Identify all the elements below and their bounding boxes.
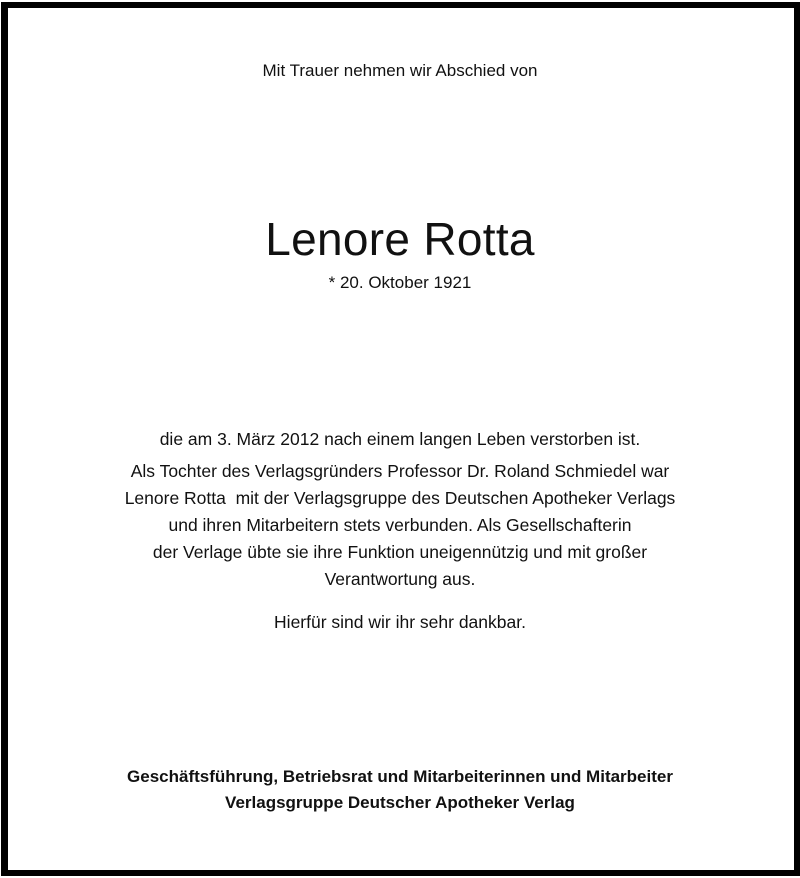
signatories [0,764,800,816]
intro-text: Mit Trauer nehmen wir Abschied von [262,61,538,80]
thanks-text: Hierfür sind wir ihr sehr dankbar. [274,612,526,632]
birth-date: * 20. Oktober 1921 [328,273,472,292]
paragraph-line: Verantwortung aus. [324,569,476,589]
deceased-name: Lenore Rotta [265,213,535,265]
signatories-line-1: Geschäftsführung, Betriebsrat und Mitarbeiterinnen und Mitarbeiter [127,767,673,786]
paragraph-line: und ihren Mitarbeitern stets verbunden. Als Gesellschafterin [168,515,632,535]
paragraph-line: Als Tochter des Verlagsgründers Professor Dr. Roland Schmiedel war [130,461,670,481]
paragraph-line: der Verlage übte sie ihre Funktion uneigennützig und mit großer [152,542,648,562]
paragraph-line: Lenore Rotta mit der Verlagsgruppe des Deutschen Apotheker Verlags [124,488,676,508]
signatories-line-2: Verlagsgruppe Deutscher Apotheker Verlag [225,793,575,812]
death-line: die am 3. März 2012 nach einem langen Leben verstorben ist. [159,429,641,449]
obituary-body [0,426,800,593]
